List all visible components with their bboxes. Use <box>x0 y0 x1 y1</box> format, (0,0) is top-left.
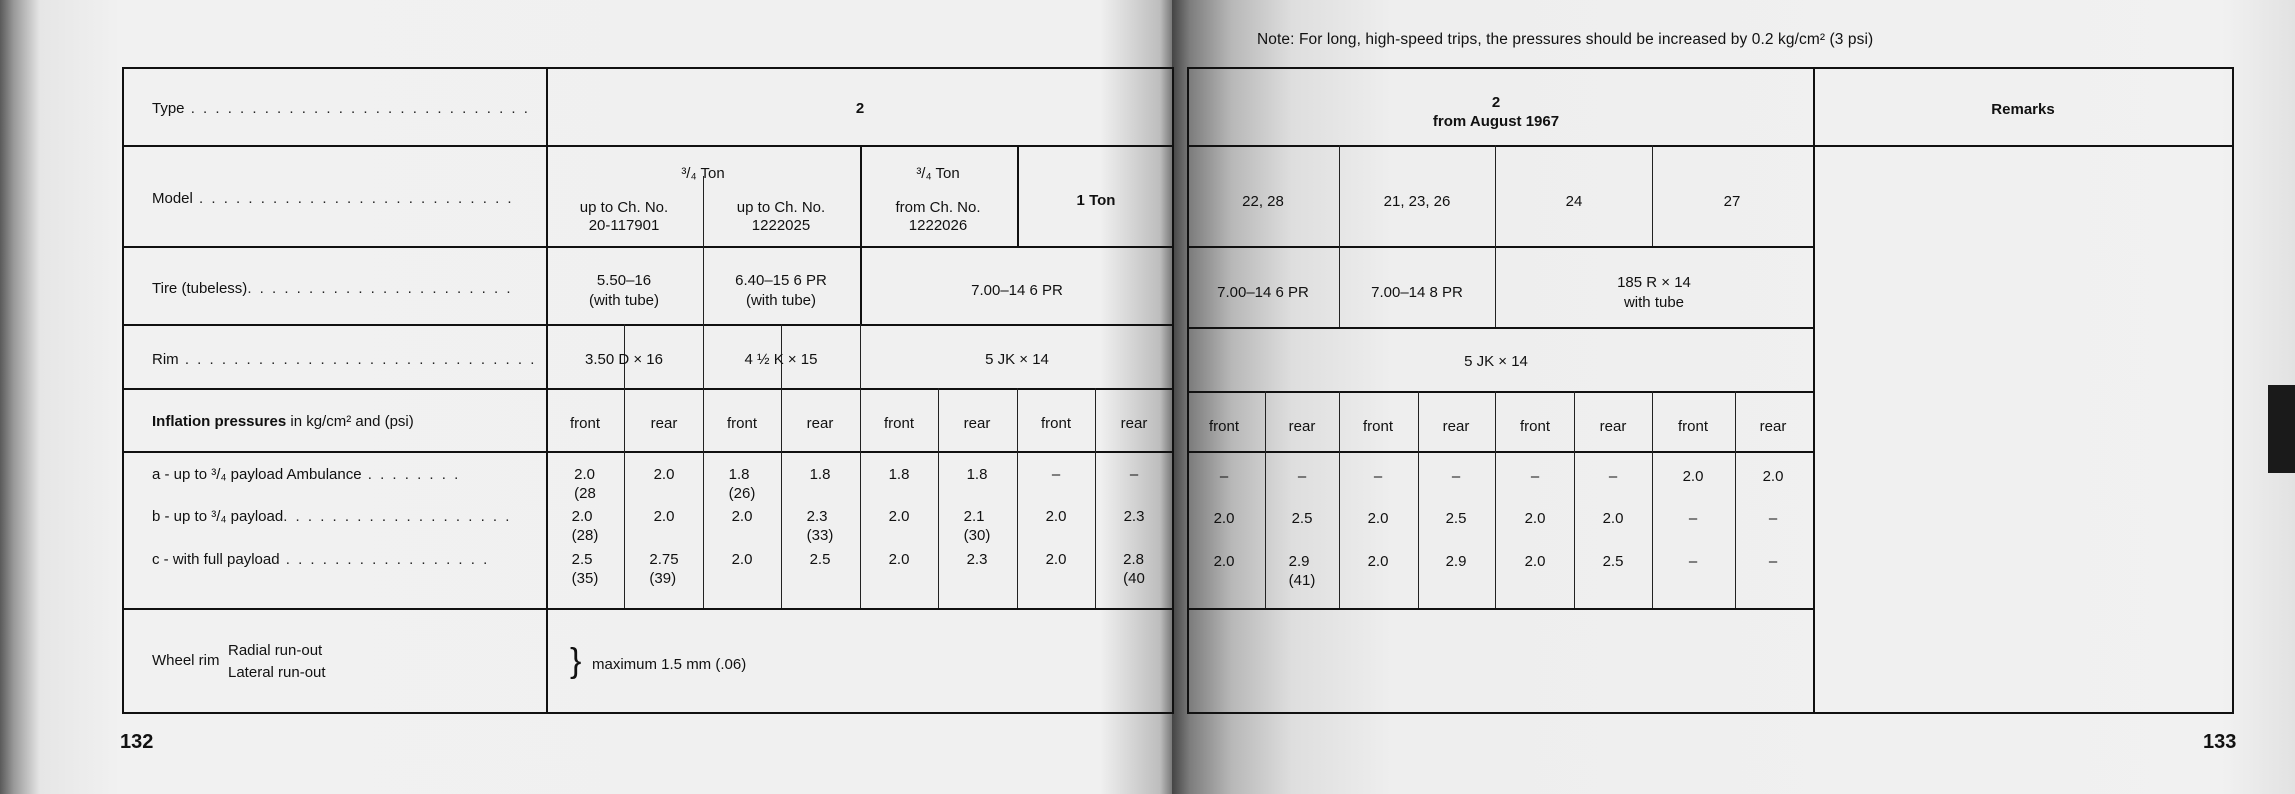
tire-550-tube: (with tube) <box>588 292 660 309</box>
rear-header: rear <box>1759 418 1787 435</box>
pressure-cell-b: 2.0 <box>653 508 675 525</box>
pressure-cell-a: – <box>1297 468 1307 485</box>
pressure-cell-a: 2.0 <box>1762 468 1784 485</box>
model-from: from Ch. No. <box>895 199 981 216</box>
brace-icon: } <box>570 642 582 680</box>
pressure-cell-a: – <box>1051 466 1061 483</box>
rear-header: rear <box>806 415 834 432</box>
pressure-cell-b: 2.3 (33) <box>806 508 834 544</box>
radial-runout-label: Radial run-out <box>228 642 323 659</box>
pressure-cell-c: 2.9 <box>1445 553 1467 570</box>
pressure-cell-c: 2.0 <box>1524 553 1546 570</box>
rear-header: rear <box>963 415 991 432</box>
pressure-cell-b: 2.0 <box>888 508 910 525</box>
model-label: Model . . . . . . . . . . . . . . . . . . . . . . . . . . <box>152 190 514 207</box>
runout-maximum: maximum 1.5 mm (.06) <box>592 656 747 673</box>
pressure-cell-c: 2.0 <box>888 551 910 568</box>
model-upto-1: up to Ch. No. <box>579 199 669 216</box>
pressure-cell-b: 2.5 <box>1291 510 1313 527</box>
pressure-cell-c: – <box>1768 553 1778 570</box>
model-from-num: 1222026 <box>908 217 968 234</box>
row-a-label: a - up to ³/₄ payload Ambulance . . . . . . . . <box>152 466 461 483</box>
pressure-cell-c: 2.3 <box>966 551 988 568</box>
rim-45k15: 4 ½ K × 15 <box>744 351 818 368</box>
pressure-cell-c: 2.0 <box>731 551 753 568</box>
pressure-cell-c: 2.5 (35) <box>571 551 599 587</box>
model-24: 24 <box>1565 193 1583 210</box>
pressure-cell-b: 2.0 <box>1524 510 1546 527</box>
front-header: front <box>726 415 758 432</box>
pressure-cell-a: – <box>1530 468 1540 485</box>
pressure-cell-b: 2.5 <box>1445 510 1467 527</box>
rear-header: rear <box>1288 418 1316 435</box>
pressure-cell-c: 2.9 (41) <box>1288 553 1316 589</box>
pressure-cell-c: 2.5 <box>1602 553 1624 570</box>
thumb-index-tab <box>2268 385 2295 473</box>
rim-5jk14-right: 5 JK × 14 <box>1464 353 1528 370</box>
pressure-cell-b: – <box>1688 510 1698 527</box>
pressure-cell-a: 1.8 <box>966 466 988 483</box>
front-header: front <box>1040 415 1072 432</box>
tire-700-8pr: 7.00–14 8 PR <box>1371 284 1463 301</box>
pressure-cell-b: 2.0 <box>1213 510 1235 527</box>
tire-640: 6.40–15 6 PR <box>735 272 827 289</box>
model-upto-2-num: 1222025 <box>751 217 811 234</box>
remarks-header: Remarks <box>1991 101 2055 118</box>
pressure-cell-a: – <box>1129 466 1139 483</box>
tire-640-tube: (with tube) <box>745 292 817 309</box>
pressure-cell-c: 2.8 (40 <box>1123 551 1145 587</box>
page-number-right: 133 <box>2203 731 2237 753</box>
pressure-cell-a: 2.0 (28 <box>574 466 596 502</box>
pressure-cell-b: 2.1 (30) <box>963 508 991 544</box>
type-label: Type . . . . . . . . . . . . . . . . . . . . . . . . . . . . <box>152 100 530 117</box>
rim-350d16: 3.50 D × 16 <box>585 351 663 368</box>
pressure-cell-c: 2.75 (39) <box>649 551 679 587</box>
pressure-cell-c: 2.0 <box>1367 553 1389 570</box>
tire-185: 185 R × 14 <box>1617 274 1691 291</box>
type-value-left: 2 <box>855 100 865 117</box>
pressure-cell-c: – <box>1688 553 1698 570</box>
rear-header: rear <box>650 415 678 432</box>
pressure-cell-b: 2.0 <box>1367 510 1389 527</box>
rim-5jk14-left: 5 JK × 14 <box>985 351 1049 368</box>
model-ton34: ³/₄ Ton <box>681 165 725 182</box>
pressure-cell-b: 2.3 <box>1123 508 1145 525</box>
pressure-cell-c: 2.5 <box>809 551 831 568</box>
model-22-28: 22, 28 <box>1242 193 1284 210</box>
wheel-rim-label: Wheel rim <box>152 652 220 669</box>
model-27: 27 <box>1723 193 1741 210</box>
front-header: front <box>1208 418 1240 435</box>
pressure-cell-a: – <box>1451 468 1461 485</box>
front-header: front <box>1519 418 1551 435</box>
type-value-right-date: from August 1967 <box>1432 113 1560 130</box>
tire-label: Tire (tubeless). . . . . . . . . . . . . . . . . . . . . . <box>152 280 513 297</box>
front-header: front <box>1677 418 1709 435</box>
pressure-cell-b: 2.0 (28) <box>571 508 599 544</box>
rim-label: Rim . . . . . . . . . . . . . . . . . . . . . . . . . . . . . <box>152 351 537 368</box>
tire-185-tube: with tube <box>1623 294 1685 311</box>
pressure-cell-a: – <box>1373 468 1383 485</box>
pressure-note: Note: For long, high-speed trips, the pressures should be increased by 0.2 kg/cm² (3 psi) <box>1257 31 1874 48</box>
front-header: front <box>883 415 915 432</box>
tire-550: 5.50–16 <box>596 272 652 289</box>
page-number-left: 132 <box>120 731 154 753</box>
model-one-ton: 1 Ton <box>1076 192 1116 209</box>
front-header: front <box>569 415 601 432</box>
pressure-cell-a: 1.8 <box>888 466 910 483</box>
pressure-cell-a: 2.0 <box>1682 468 1704 485</box>
lateral-runout-label: Lateral run-out <box>228 664 326 681</box>
pressure-cell-c: 2.0 <box>1213 553 1235 570</box>
model-upto-2: up to Ch. No. <box>736 199 826 216</box>
type-value-right: 2 <box>1491 94 1501 111</box>
tire-700-6pr: 7.00–14 6 PR <box>971 282 1063 299</box>
pressure-cell-b: 2.0 <box>1602 510 1624 527</box>
pressure-cell-a: 1.8 <box>809 466 831 483</box>
model-ton34-b: ³/₄ Ton <box>916 165 960 182</box>
front-header: front <box>1362 418 1394 435</box>
pressure-cell-c: 2.0 <box>1045 551 1067 568</box>
tire-700-6pr-right: 7.00–14 6 PR <box>1217 284 1309 301</box>
pressure-cell-b: – <box>1768 510 1778 527</box>
pressure-cell-a: 1.8 (26) <box>728 466 756 502</box>
model-upto-1-num: 20-117901 <box>588 217 660 234</box>
pressure-cell-a: – <box>1219 468 1229 485</box>
rear-header: rear <box>1599 418 1627 435</box>
rear-header: rear <box>1442 418 1470 435</box>
pressure-cell-a: 2.0 <box>653 466 675 483</box>
rear-header: rear <box>1120 415 1148 432</box>
inflation-label: Inflation pressures in kg/cm² and (psi) <box>152 413 414 430</box>
pressure-cell-b: 2.0 <box>1045 508 1067 525</box>
row-c-label: c - with full payload . . . . . . . . . . . . . . . . . <box>152 551 490 568</box>
pressure-cell-a: – <box>1608 468 1618 485</box>
model-21-23-26: 21, 23, 26 <box>1383 193 1451 210</box>
pressure-cell-b: 2.0 <box>731 508 753 525</box>
row-b-label: b - up to ³/₄ payload. . . . . . . . . . . . . . . . . . . <box>152 508 512 525</box>
